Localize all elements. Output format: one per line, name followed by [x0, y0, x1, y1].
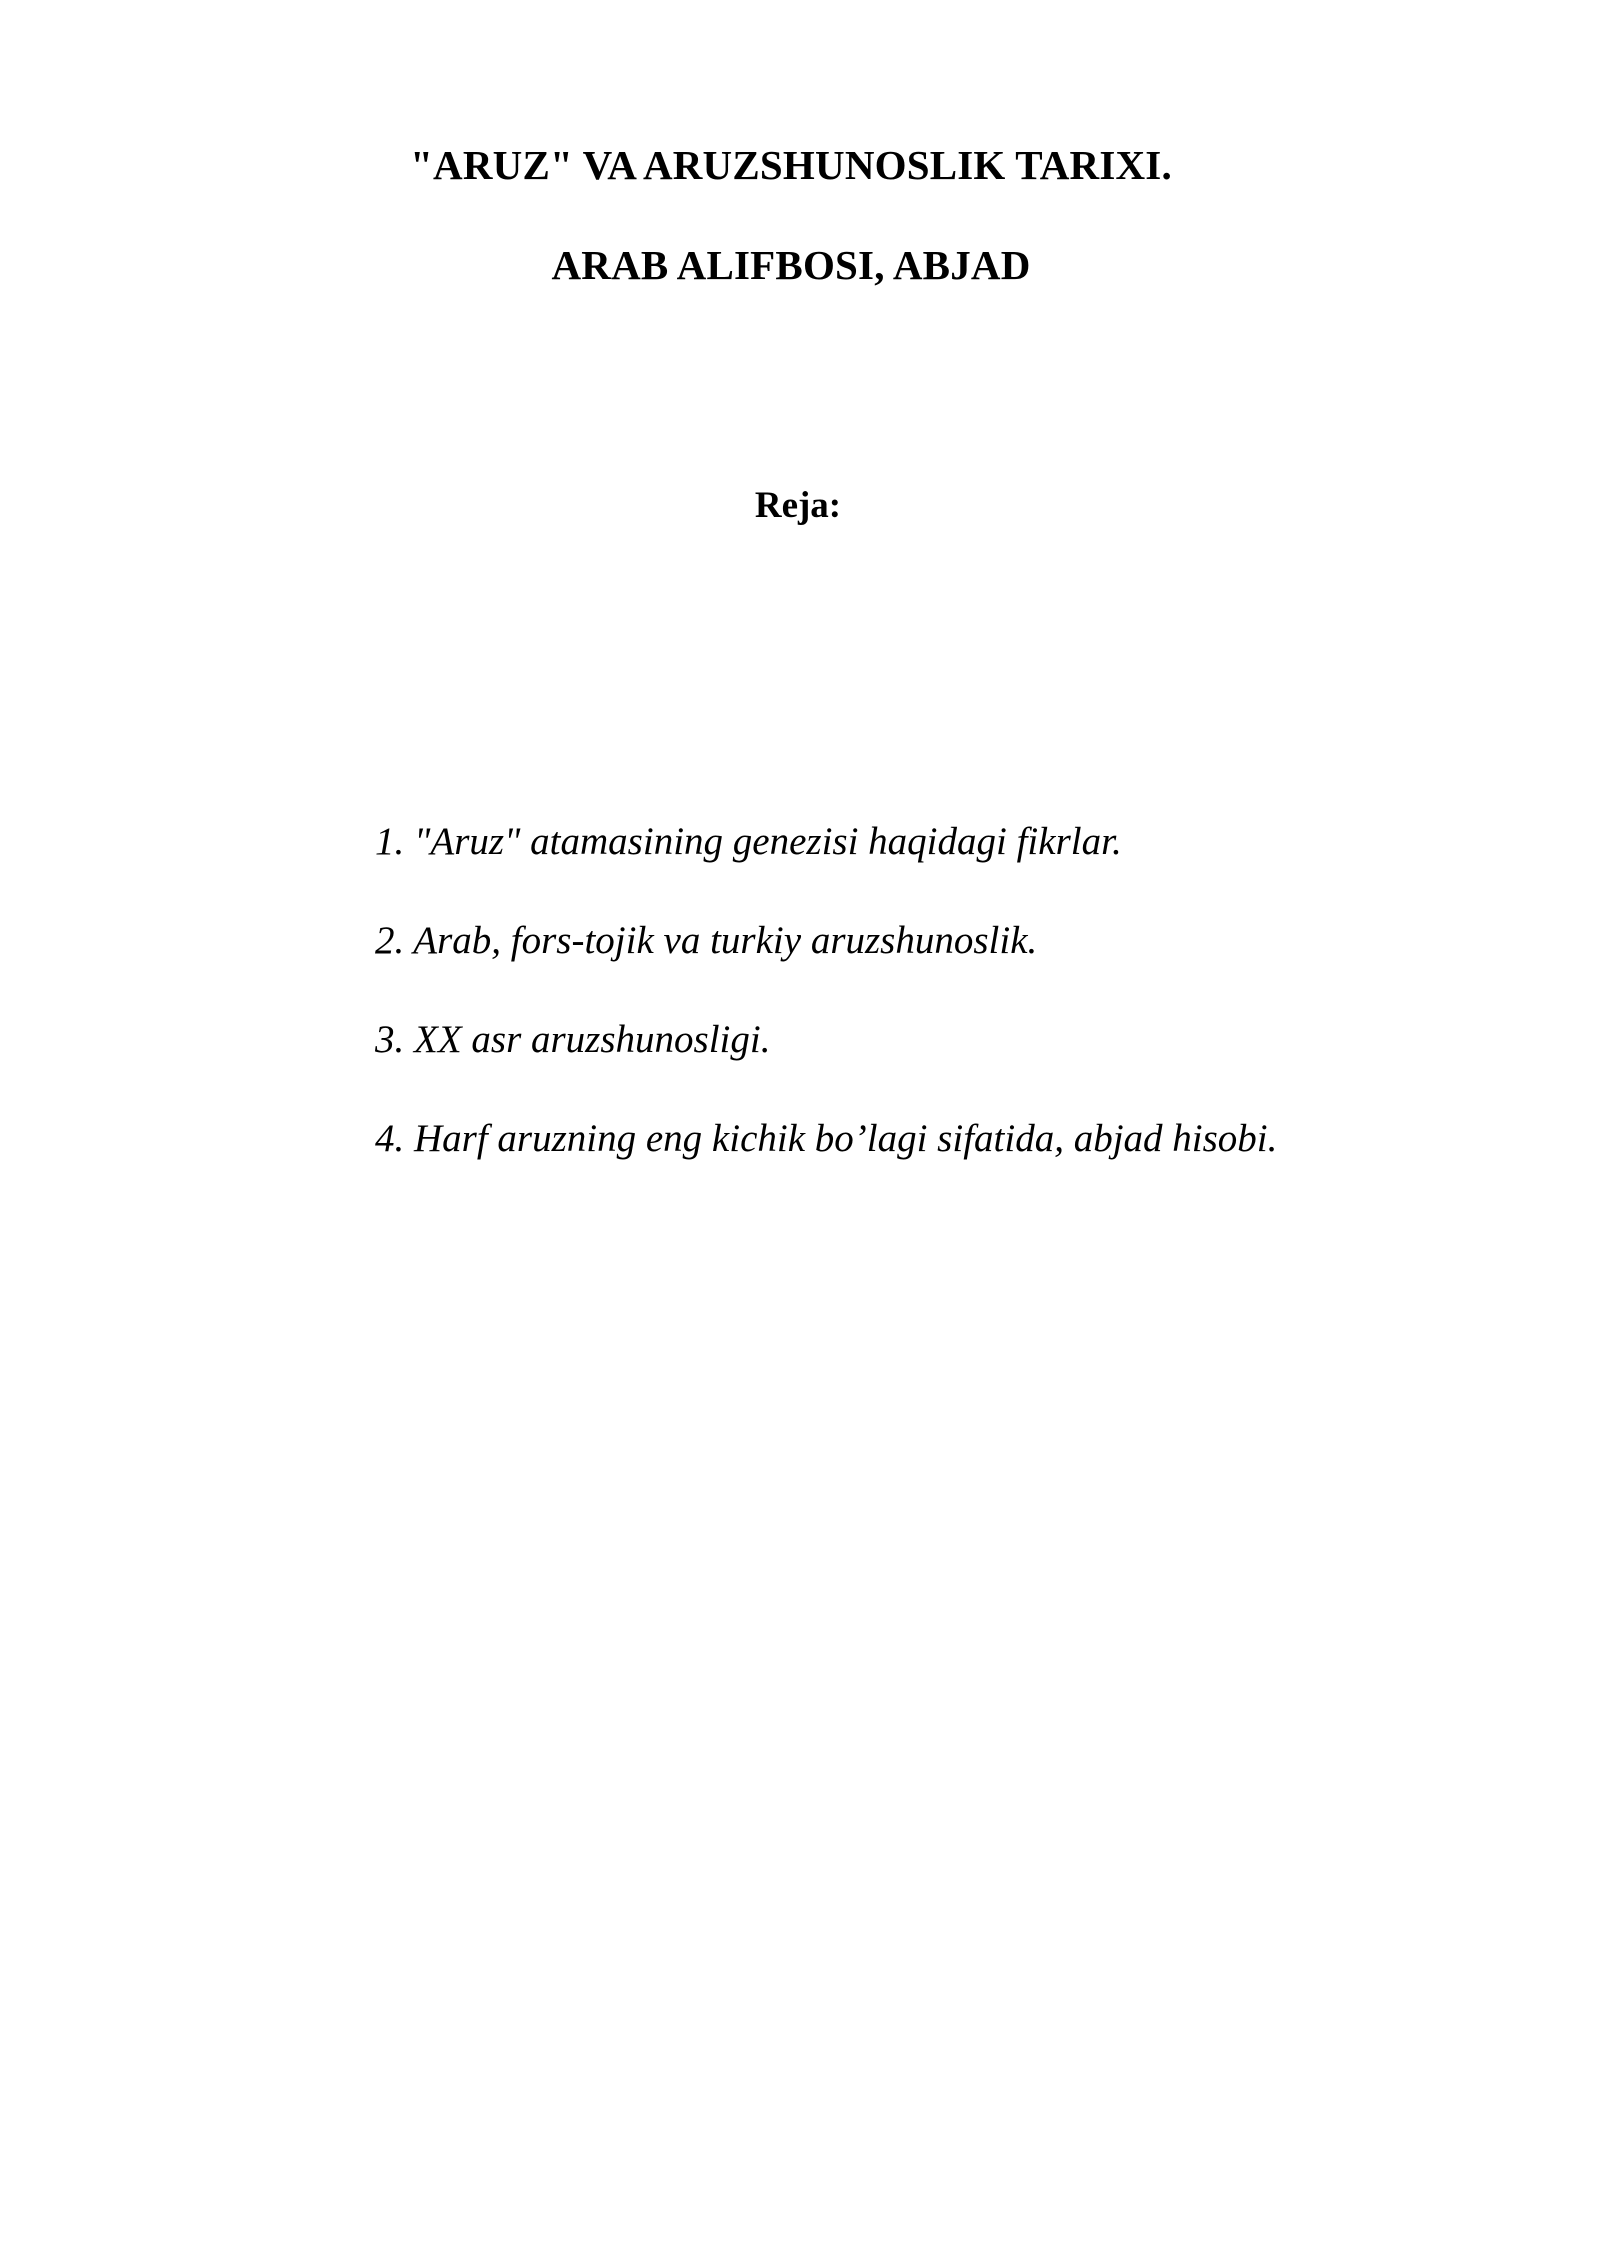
plan-item-4: 4. Harf aruzning eng kichik bo’lagi sifatida, abjad hisobi. — [375, 1117, 1278, 1160]
plan-list — [375, 822, 1277, 1218]
title-line-1: "ARUZ" VA ARUZSHUNOSLIK TARIXI. — [410, 142, 1172, 188]
plan-item-2: 2. Arab, fors-tojik va turkiy aruzshunoslik. — [375, 919, 1038, 962]
plan-heading: Reja: — [754, 485, 842, 526]
document-title — [0, 142, 1600, 288]
title-line-2: ARAB ALIFBOSI, ABJAD — [551, 242, 1031, 288]
plan-item-3: 3. XX asr aruzshunosligi. — [375, 1018, 771, 1061]
plan-item-1: 1. "Aruz" atamasining genezisi haqidagi fikrlar. — [375, 820, 1122, 863]
